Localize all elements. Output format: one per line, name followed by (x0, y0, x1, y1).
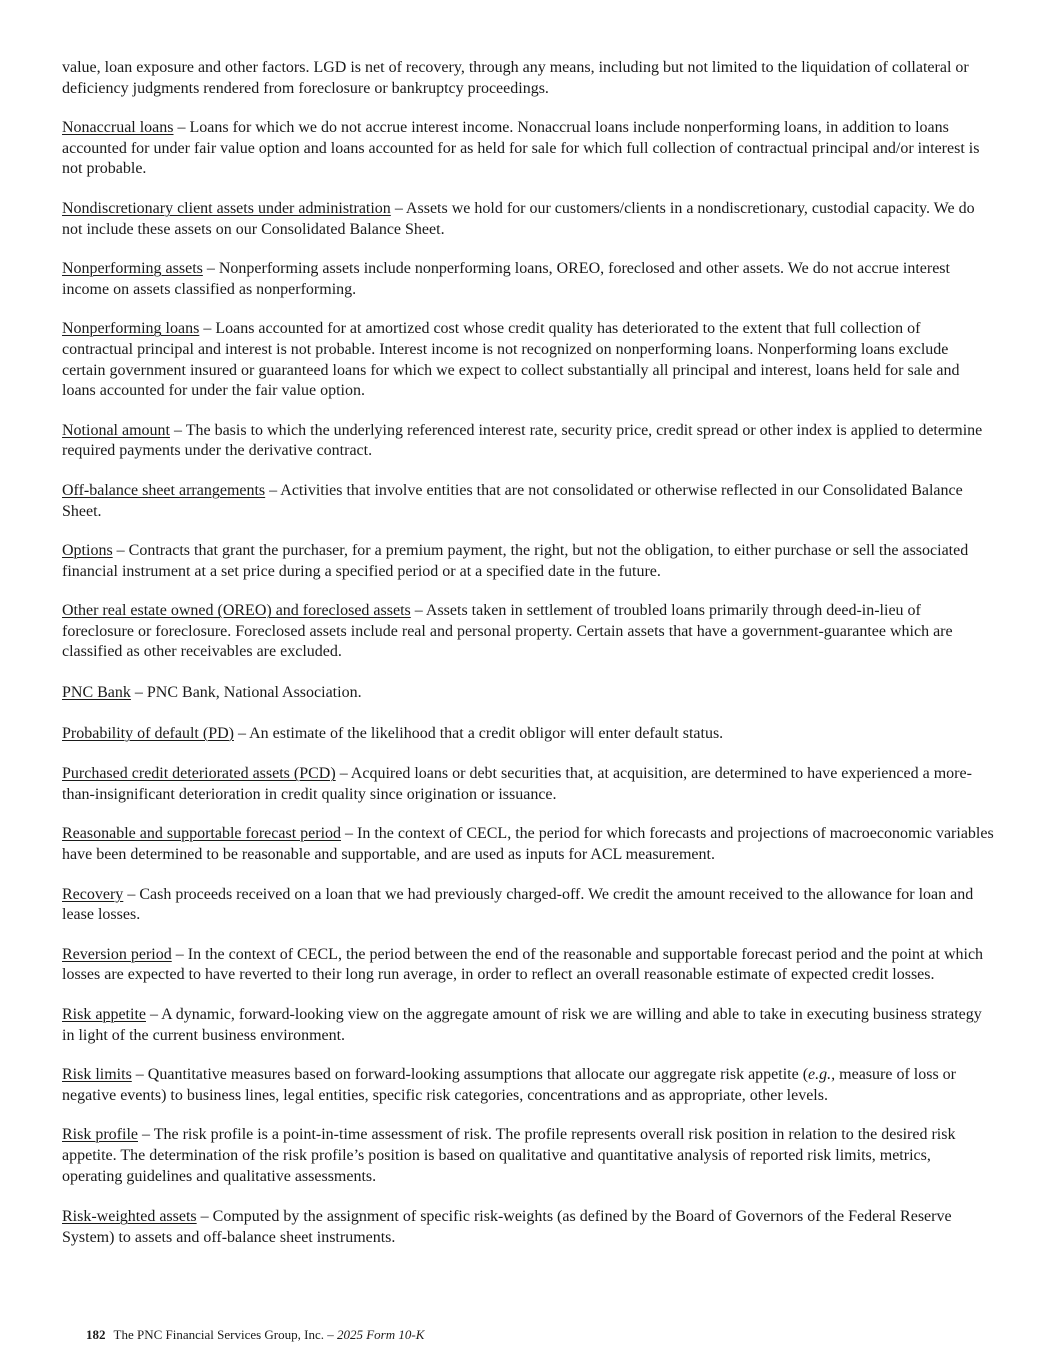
glossary-entry-nonperforming-loans (62, 319, 994, 401)
glossary-definition-emphasis: e.g., (808, 1066, 836, 1084)
glossary-definition: – In the context of CECL, the period for which forecasts and projections of macroeconomic variables have been determined to be reasonable and supportable, and are used as inputs for ACL measurement. (62, 825, 994, 864)
glossary-definition: – Cash proceeds received on a loan that we had previously charged-off. We credit the amount received to the allowance for loan and lease losses. (62, 885, 974, 924)
glossary-definition: – Loans for which we do not accrue interest income. Nonaccrual loans include nonperforming loans, in addition to loans accounted for under fair value option and loans accounted for as held for sale for which full collection of contractual principal and/or interest is not probable. (62, 119, 980, 178)
glossary-entry-risk-limits (62, 1065, 994, 1106)
glossary-definition: – A dynamic, forward-looking view on the aggregate amount of risk we are willing and able to take in executing business strategy in light of the current business environment. (62, 1006, 982, 1044)
glossary-definition: – Assets taken in settlement of troubled loans primarily through deed-in-lieu of foreclosure or foreclosure. Foreclosed assets include real and personal property. Certain assets that have a government-guarantee which are classified as other receivables are excluded. (62, 602, 953, 661)
glossary-entry-risk-appetite (62, 1005, 994, 1046)
footer-form: 2025 Form 10-K (336, 1327, 425, 1342)
glossary-term: Reversion period (62, 945, 172, 963)
glossary-entry-reversion-period (62, 945, 994, 986)
glossary-term: Other real estate owned (OREO) and foreclosed assets (62, 602, 411, 620)
glossary-term: Probability of default (PD) (62, 724, 234, 742)
glossary-term: Risk profile (62, 1126, 138, 1144)
glossary-entry-nondiscretionary-assets (62, 199, 994, 240)
glossary-definition: – Assets we hold for our customers/clients in a nondiscretionary, custodial capacity. We do not include these assets on our Consolidated Balance Sheet. (62, 199, 975, 238)
glossary-term: Recovery (62, 885, 124, 903)
glossary-term: Purchased credit deteriorated assets (PCD) (62, 765, 336, 783)
glossary-entry-recovery (62, 885, 994, 926)
glossary-term: Reasonable and supportable forecast period (62, 825, 342, 843)
glossary-entry-options (62, 541, 994, 582)
glossary-entry-probability-of-default (62, 724, 994, 745)
glossary-definition: – The risk profile is a point-in-time assessment of risk. The profile represents overall risk position in relation to the desired risk appetite. The determination of the risk profile’s position is based on qualitative and quantitative analysis of reported risk limits, metrics, operating guidelines and qualitative assessments. (62, 1126, 956, 1185)
glossary-term: Risk appetite (62, 1006, 146, 1023)
glossary-entry-notional-amount (62, 421, 994, 462)
glossary-term: Risk limits (62, 1066, 132, 1084)
glossary-entry-forecast-period (62, 824, 994, 865)
glossary-term: Nonperforming assets (62, 260, 203, 278)
glossary-term: Notional amount (62, 421, 170, 439)
glossary-definition: – Nonperforming assets include nonperforming loans, OREO, foreclosed and other assets. We do not accrue interest income on assets classified as nonperforming. (62, 260, 950, 298)
glossary-entry-nonaccrual-loans (62, 118, 994, 180)
glossary-definition: – Acquired loans or debt securities that, at acquisition, are determined to have experienced a more-than-insignificant deterioration in credit quality since origination or issuance. (62, 765, 972, 803)
glossary-entry-risk-profile (62, 1125, 994, 1187)
glossary-term: PNC Bank (62, 684, 131, 702)
glossary-definition: – In the context of CECL, the period between the end of the reasonable and supportable forecast period and the point at which losses are expected to have reverted to their long run average, in order to reflect an overall reasonable estimate of expected credit losses. (62, 945, 984, 984)
page-number: 182 (86, 1327, 106, 1342)
glossary-definition: – Activities that involve entities that are not consolidated or otherwise reflected in our Consolidated Balance Sheet. (62, 481, 963, 520)
glossary-definition: – Contracts that grant the purchaser, for a premium payment, the right, but not the obligation, to either purchase or sell the associated financial instrument at a set price during a specified period or at a specified date in the future. (62, 542, 969, 580)
glossary-term: Nonaccrual loans (62, 119, 174, 137)
glossary-entry-risk-weighted-assets (62, 1207, 994, 1248)
glossary-entry-pnc-bank (62, 683, 994, 704)
glossary-entry-pcd (62, 764, 994, 805)
glossary-definition: – Loans accounted for at amortized cost whose credit quality has deteriorated to the extent that full collection of contractual principal and interest is not probable. Interest income is not recognized on nonperforming loans. Nonperforming loans exclude certain government insured or guaranteed loans for which we expect to collect substantially all principal and interest, loans held for sale and loans accounted for under the fair value option. (62, 320, 960, 400)
glossary-entry-oreo (62, 601, 994, 663)
glossary-term: Nonperforming loans (62, 320, 200, 338)
glossary-definition: – The basis to which the underlying referenced interest rate, security price, credit spread or other index is applied to determine required payments under the derivative contract. (62, 421, 983, 460)
glossary-page (62, 58, 994, 1267)
continuation-text: value, loan exposure and other factors. LGD is net of recovery, through any means, including but not limited to the liquidation of collateral or deficiency judgments rendered from foreclosure or bankruptcy proceedings. (62, 59, 969, 97)
glossary-entry-nonperforming-assets (62, 259, 994, 300)
glossary-definition: – Computed by the assignment of specific risk-weights (as defined by the Board of Governors of the Federal Reserve System) to assets and off-balance sheet instruments. (62, 1208, 952, 1246)
glossary-term: Options (62, 542, 113, 560)
footer-company: The PNC Financial Services Group, Inc. – (113, 1327, 337, 1342)
glossary-definition: – An estimate of the likelihood that a credit obligor will enter default status. (233, 724, 724, 742)
glossary-entry-off-balance-sheet (62, 481, 994, 522)
glossary-term: Risk-weighted assets (62, 1208, 197, 1226)
glossary-continuation (62, 58, 994, 99)
glossary-term: Nondiscretionary client assets under administration (62, 199, 391, 217)
glossary-definition-pre: – Quantitative measures based on forward-looking assumptions that allocate our aggregate risk appetite ( (131, 1066, 809, 1084)
page-footer (86, 1327, 424, 1343)
glossary-definition-post: measure of loss or negative events) to business lines, legal entities, specific risk categories, concentrations and as appropriate, other levels. (62, 1066, 956, 1104)
glossary-definition: – PNC Bank, National Association. (130, 684, 362, 702)
glossary-term: Off-balance sheet arrangements (62, 481, 266, 499)
